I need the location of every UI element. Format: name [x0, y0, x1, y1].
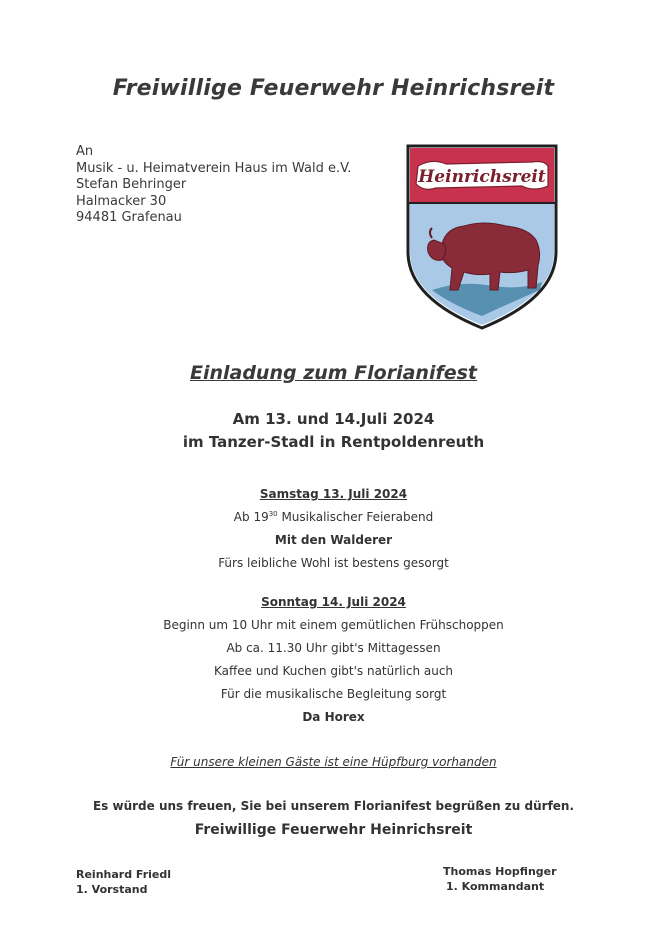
signature-role: 1. Kommandant	[446, 880, 545, 893]
saturday-band: Mit den Walderer	[274, 533, 393, 547]
address-line: An	[76, 144, 94, 159]
closing-text: Es würde uns freuen, Sie bei unserem Florianifest begrüßen zu dürfen.	[92, 799, 575, 813]
signature-right	[443, 864, 557, 894]
address-line: Stefan Behringer	[76, 177, 187, 192]
signature-name: Thomas Hopfinger	[443, 865, 557, 878]
event-location: im Tanzer-Stadl in Rentpoldenreuth	[182, 433, 485, 451]
sunday-program-line: Kaffee und Kuchen gibt's natürlich auch	[213, 664, 454, 678]
recipient-address	[76, 144, 351, 227]
saturday-title: Samstag 13. Juli 2024	[259, 487, 408, 501]
letterhead-title: Freiwillige Feuerwehr Heinrichsreit	[112, 76, 555, 101]
invitation-heading: Einladung zum Florianifest	[189, 362, 478, 384]
signature-role: 1. Vorstand	[76, 883, 148, 896]
signature-name: Reinhard Friedl	[76, 868, 172, 881]
coat-of-arms-logo	[402, 140, 562, 332]
sunday-title: Sonntag 14. Juli 2024	[261, 595, 406, 609]
address-line: 94481 Grafenau	[76, 210, 182, 225]
saturday-program-line	[0, 510, 667, 524]
sunday-band: Da Horex	[302, 710, 365, 724]
event-date: Am 13. und 14.Juli 2024	[232, 410, 435, 428]
sunday-program-line: Ab ca. 11.30 Uhr gibt's Mittagessen	[226, 641, 441, 655]
saturday-time-prefix: Ab 19	[233, 510, 269, 524]
closing-signoff: Freiwillige Feuerwehr Heinrichsreit	[194, 822, 473, 838]
kids-note: Für unsere kleinen Gäste ist eine Hüpfburg vorhanden	[170, 755, 497, 769]
saturday-program-text: Musikalischer Feierabend	[277, 510, 434, 524]
address-line: Halmacker 30	[76, 193, 167, 209]
sunday-program-line: Für die musikalische Begleitung sorgt	[220, 687, 447, 701]
crest-banner-text: Heinrichsreit	[418, 167, 546, 187]
sunday-program-line: Beginn um 10 Uhr mit einem gemütlichen Frühschoppen	[163, 618, 504, 632]
saturday-food: Fürs leibliche Wohl ist bestens gesorgt	[218, 556, 449, 570]
saturday-time-minutes: 30	[268, 510, 278, 518]
signature-left	[76, 867, 171, 897]
address-line: Musik - u. Heimatverein Haus im Wald e.V.	[76, 160, 352, 176]
